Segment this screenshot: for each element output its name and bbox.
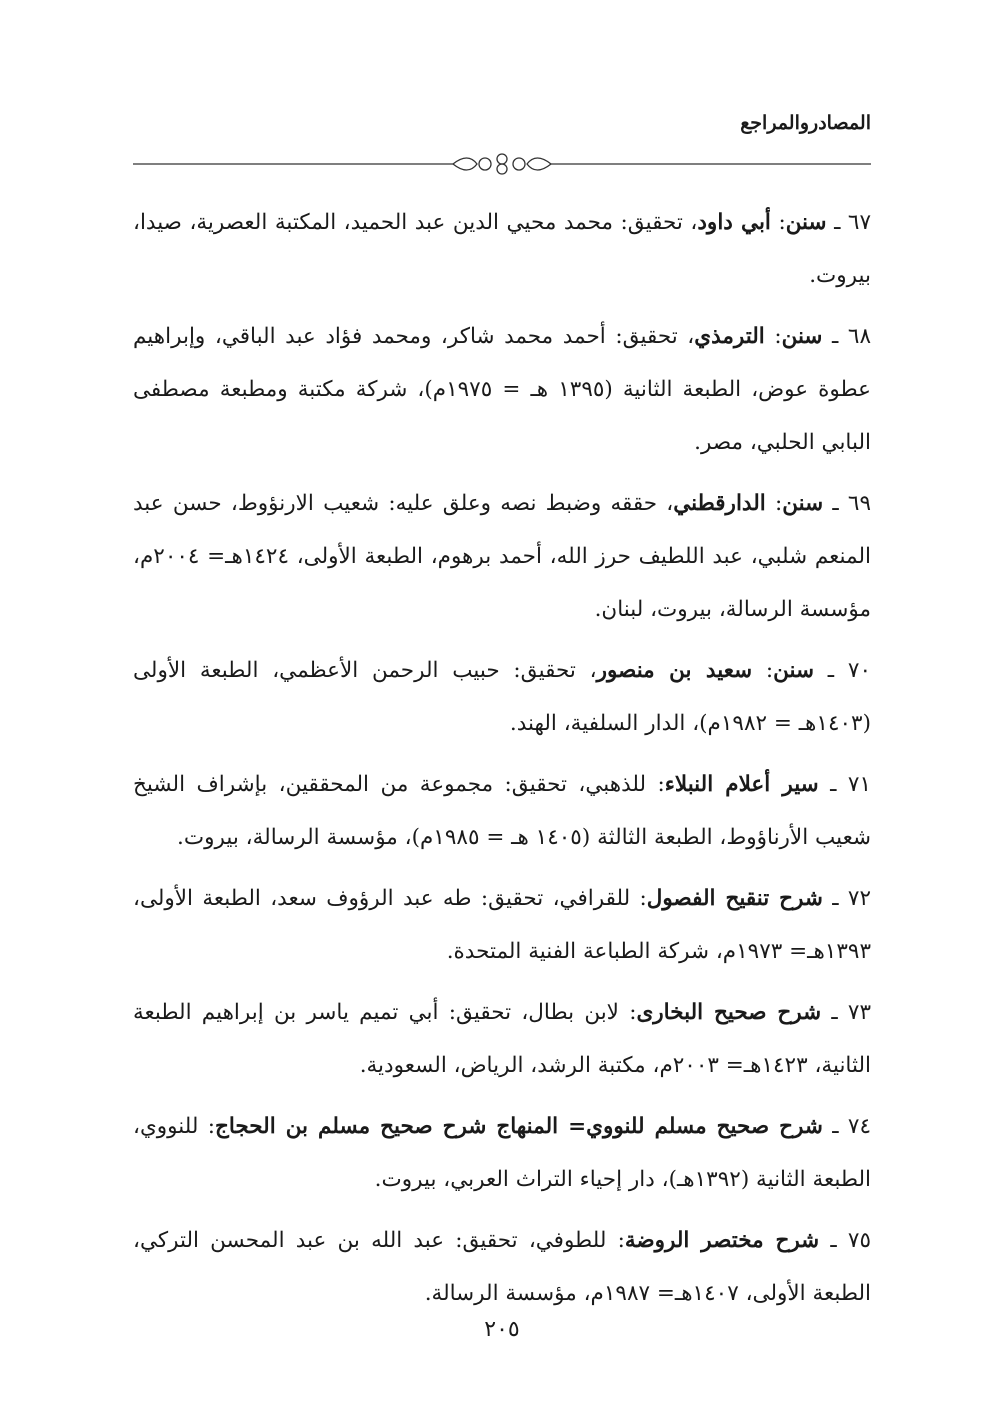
bibliography-entry: ٧٢ ـ شرح تنقيح الفصول: للقرافي، تحقيق: طه عبد الرؤوف سعد، الطبعة الأولى، ١٣٩٣هـ= ١٩٧٣م، شركة الطباعة الفنية المتحدة.: [133, 886, 871, 964]
bibliography-entry: ٧٣ ـ شرح صحيح البخارى: لابن بطال، تحقيق: أبي تميم ياسر بن إبراهيم الطبعة الثانية، ١٤٢٣هـ= ٢٠٠٣م، مكتبة الرشد، الرياض، السعودية.: [133, 1000, 872, 1078]
bibliography-entry: ٦٩ ـ سنن: الدارقطني، حققه وضبط نصه وعلق عليه: شعيب الارنؤوط، حسن عبد المنعم شلبي، عبد اللطيف حرز الله، أحمد برهوم، الطبعة الأولى، ١٤٢٤هـ= ٢٠٠٤م، مؤسسة الرسالة، بيروت، لبنان.: [133, 491, 872, 622]
bibliography-entry: ٧١ ـ سير أعلام النبلاء: للذهبي، تحقيق: مجموعة من المحققين، بإشراف الشيخ شعيب الأرناؤوط، الطبعة الثالثة (١٤٠٥ هـ = ١٩٨٥م)، مؤسسة الرسالة، بيروت.: [133, 772, 872, 850]
bibliography-entry: ٧٠ ـ سنن: سعيد بن منصور، تحقيق: حبيب الرحمن الأعظمي، الطبعة الأولى (١٤٠٣هـ = ١٩٨٢م)، الدار السلفية، الهند.: [133, 658, 872, 736]
running-header-title: المصادروالمراجع: [740, 112, 871, 134]
page-number: ٢٠٥: [484, 1317, 520, 1342]
bibliography-entry: ٧٤ ـ شرح صحيح مسلم للنووي= المنهاج شرح صحيح مسلم بن الحجاج: للنووي، الطبعة الثانية (١٣٩٢هـ)، دار إحياء التراث العربي، بيروت.: [133, 1114, 871, 1192]
header-ornament-divider: [133, 150, 871, 178]
bibliography-entry: ٧٥ ـ شرح مختصر الروضة: للطوفي، تحقيق: عبد الله بن عبد المحسن التركي، الطبعة الأولى، ١٤٠٧هـ= ١٩٨٧م، مؤسسة الرسالة.: [133, 1228, 871, 1306]
bibliography-entry: ٦٨ ـ سنن: الترمذي، تحقيق: أحمد محمد شاكر، ومحمد فؤاد عبد الباقي، وإبراهيم عطوة عوض، الطبعة الثانية (١٣٩٥ هـ = ١٩٧٥م)، شركة مكتبة ومطبعة مصطفى البابي الحلبي، مصر.: [133, 324, 872, 455]
bibliography-entry: ٦٧ ـ سنن: أبي داود، تحقيق: محمد محيي الدين عبد الحميد، المكتبة العصرية، صيدا، بيروت.: [133, 210, 872, 288]
bibliography-list: [133, 196, 871, 1328]
